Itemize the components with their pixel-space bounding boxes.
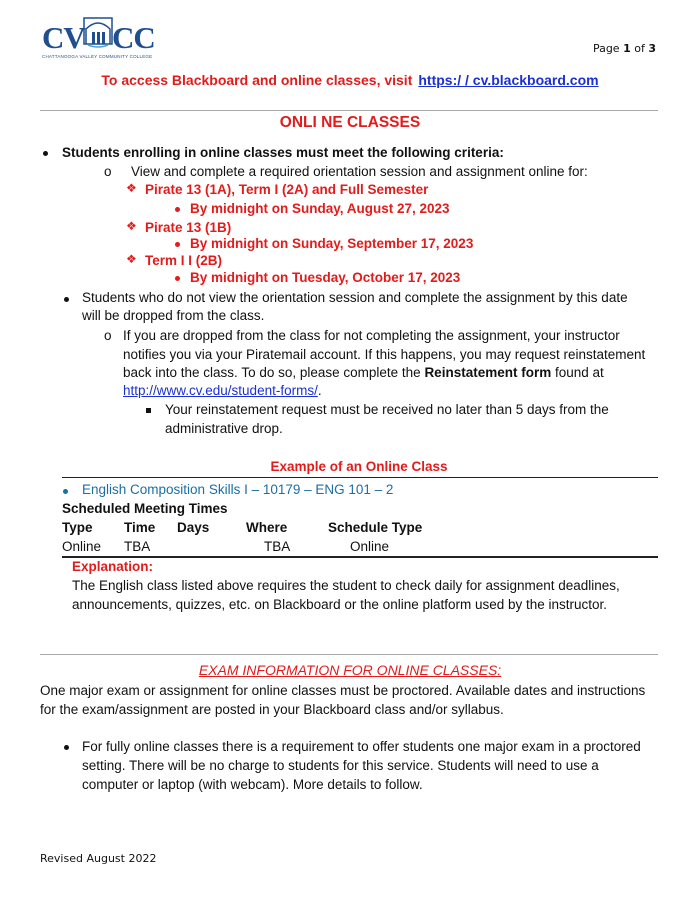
term-deadline: By midnight on Sunday, September 17, 2023 — [190, 236, 474, 251]
access-text: To access Blackboard and online classes, visit — [101, 72, 413, 88]
criteria-text: Students enrolling in online classes must meet the following criteria: — [62, 145, 504, 160]
term-name: Term I I (2B) — [145, 253, 223, 268]
page-of: of — [630, 42, 649, 55]
bullet-icon — [64, 297, 69, 302]
term-name: Pirate 13 (1A), Term I (2A) and Full Semester — [145, 182, 429, 197]
diamond-bullet-icon: ❖ — [126, 252, 137, 266]
orientation-text: View and complete a required orientation session and assignment online for: — [131, 164, 588, 179]
student-forms-link[interactable]: http://www.cv.edu/student-forms/ — [123, 383, 318, 398]
exam-bullet-line1: For fully online classes there is a requirement to offer students one major exam in a proctored — [82, 739, 641, 754]
online-classes-heading: ONLI NE CLASSES — [279, 114, 421, 131]
college-logo — [42, 14, 154, 60]
exam-bullet-line2: setting. There will be no charge to students for this service. Students will need to use a — [82, 758, 599, 773]
cell-time: TBA — [124, 539, 151, 554]
page-number — [593, 42, 656, 55]
page-current: 1 — [623, 42, 631, 55]
red-bullet-icon — [175, 276, 180, 281]
exam-bullet-line3: computer or laptop (with webcam). More details to follow. — [82, 777, 423, 792]
reinstate-line2: notifies you via your Piratemail account. If this happens, you may request reinstatement — [123, 347, 646, 362]
blackboard-link[interactable]: https:/ / cv.blackboard.com — [418, 72, 599, 88]
term-deadline: By midnight on Tuesday, October 17, 2023 — [190, 270, 461, 285]
divider-top — [40, 110, 658, 111]
diamond-bullet-icon: ❖ — [126, 181, 137, 195]
col-where: Where — [246, 520, 288, 535]
reinstate-line3 — [123, 364, 604, 382]
circle-bullet-icon: o — [104, 164, 112, 179]
term-name: Pirate 13 (1B) — [145, 220, 232, 235]
col-days: Days — [177, 520, 210, 535]
reinstate-link-line — [123, 382, 322, 400]
explanation-title: Explanation: — [72, 559, 154, 574]
request-line1: Your reinstatement request must be received no later than 5 days from the — [165, 402, 609, 417]
term-deadline: By midnight on Sunday, August 27, 2023 — [190, 201, 450, 216]
request-line2: administrative drop. — [165, 421, 283, 436]
divider-exam — [40, 654, 658, 655]
drop-text-line1: Students who do not view the orientation session and complete the assignment by this date — [82, 290, 628, 305]
square-bullet-icon — [146, 408, 151, 413]
red-bullet-icon — [175, 207, 180, 212]
explanation-line2: announcements, quizzes, etc. on Blackboard or the online platform used by the instructor. — [72, 597, 608, 612]
col-type: Type — [62, 520, 93, 535]
drop-text-line2: will be dropped from the class. — [82, 308, 265, 323]
exam-heading: EXAM INFORMATION FOR ONLINE CLASSES: — [198, 662, 502, 678]
page-label: Page — [592, 42, 624, 55]
reinstate-line3-post: found at — [551, 365, 604, 380]
explanation-line1: The English class listed above requires the student to check daily for assignment deadlines, — [72, 578, 620, 593]
circle-bullet-icon: o — [104, 328, 112, 343]
cell-schedule-type: Online — [350, 539, 390, 554]
blue-bullet-icon — [63, 489, 68, 494]
red-bullet-icon — [175, 242, 180, 247]
page-total: 3 — [648, 42, 656, 55]
reinstatement-form-label: Reinstatement form — [424, 365, 552, 380]
example-heading: Example of an Online Class — [270, 459, 448, 474]
logo-text-right: CC — [112, 20, 155, 55]
bullet-icon — [64, 745, 69, 750]
exam-para-line2: for the exam/assignment are posted in your Blackboard class and/or syllabus. — [40, 702, 504, 717]
exam-para-line1: One major exam or assignment for online classes must be proctored. Available dates and instructions — [40, 683, 646, 698]
diamond-bullet-icon: ❖ — [126, 219, 137, 233]
meeting-times-title: Scheduled Meeting Times — [62, 501, 228, 516]
logo-subtitle: CHATTANOOGA VALLEY COMMUNITY COLLEGE — [42, 54, 153, 59]
logo-text-left: CV — [42, 20, 85, 55]
bullet-icon — [43, 151, 48, 156]
example-top-rule — [62, 477, 658, 478]
reinstate-link-post: . — [317, 383, 322, 398]
access-line — [0, 72, 700, 88]
col-schedule-type: Schedule Type — [328, 520, 423, 535]
col-time: Time — [124, 520, 156, 535]
cell-where: TBA — [264, 539, 291, 554]
reinstate-line1: If you are dropped from the class for not completing the assignment, your instructor — [123, 328, 620, 343]
revised-footer: Revised August 2022 — [40, 852, 157, 865]
course-link[interactable]: English Composition Skills I – 10179 – ENG 101 – 2 — [82, 482, 394, 497]
cell-type: Online — [62, 539, 102, 554]
reinstate-line3-pre: back into the class. To do so, please complete the — [123, 365, 425, 380]
